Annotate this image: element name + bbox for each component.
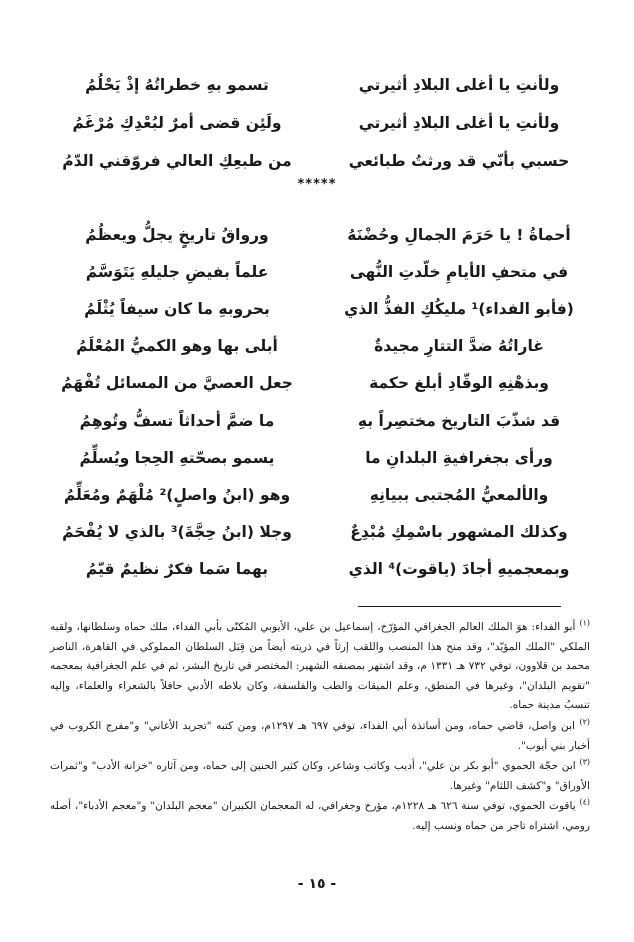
footnote-1 (50, 618, 590, 716)
footnote-4 (50, 797, 590, 836)
footnote-3 (50, 757, 590, 796)
verse-second-half: بحروبهِ ما كان سيفاً يُثْلَمُ (84, 299, 270, 318)
verse-first-half: وبذهْنِهِ الوقّادِ أبلغ حكمة (369, 374, 549, 393)
verse (40, 290, 600, 327)
verse-second-half: أبلى بها وهو الكميُّ المُعْلَمُ (76, 337, 278, 356)
verse-first-half: حسبي بأنّي قد ورثتُ طبائعي (348, 152, 570, 170)
verse (40, 514, 600, 551)
section-separator-stars: ***** (297, 177, 337, 192)
verse-second-half: ولَئِن قضى أمرٌ لبُعْدِكِ مُرْغَمُ (72, 114, 282, 132)
verse-first-half: وكذلك المشهور باسْمِكِ مُبْدِعٌ (350, 523, 568, 542)
verse-second-half: ما ضمَّ أحداثاً تسفُّ وتُوهِمُ (79, 411, 275, 430)
verse-second-half: وهو (ابنُ واصلٍ)² مُلْهَمٌ ومُعَلِّمُ (63, 485, 291, 504)
verse-second-half: من طبعِكِ العالي فروّقني الدّمُ (62, 152, 292, 170)
footnote-number: (٤) (579, 797, 590, 807)
verse (40, 551, 600, 588)
verse (40, 402, 600, 439)
poem-main-verses (40, 216, 600, 588)
verse-first-half: (فأبو الفداء)¹ مليكُكِ الفذُّ الذي (344, 299, 574, 318)
verse-second-half: جعل العصيَّ من المسائل تُفْهَمُ (61, 374, 293, 393)
verse-first-half: وبمعجميهِ أجادَ (ياقوت)⁴ الذي (348, 560, 570, 579)
verse-first-half: ولأنتِ يا أغلى البلادِ أثيرتي (358, 76, 560, 94)
footnote-text: ياقوت الحموي، توفي سنة ٦٢٦ هـ ١٢٢٨م، مؤرخ وجغرافي، له المعجمان الكبيران "معجم البلدان" و"معجم الأدباء"، أصله رومي، اشتراه تاجر من حماه ونسب إليه. (50, 800, 590, 832)
verse-second-half: يسمو بصحّتهِ الحِجا ويُسلِّمُ (79, 448, 275, 467)
footnote-number: (٣) (579, 757, 590, 767)
verse-first-half: ولأنتِ يا أغلى البلادِ أثيرتي (358, 114, 560, 132)
verse-first-half: في متحفِ الأيامِ خلّدتِ النُّهى (349, 262, 569, 281)
verse-first-half: والألمعيُّ المُجتبى ببيانِهِ (369, 485, 549, 504)
footnote-2 (50, 717, 590, 756)
verse (40, 328, 600, 365)
poem-opening-verses (40, 66, 600, 180)
verse-second-half: علماً بفيضِ جليلهِ يَتَوَسَّمُ (85, 262, 269, 281)
footnote-text: ابن حجّة الحموي "أبو بكر بن علي"، أديب وكاتب وشاعر، وكان كثير الحنين إلى حماه، ومن آثاره "خزانة الأدب" و"ثمرات الأوراق" و"كشف اللثام" وغيرها. (50, 760, 590, 792)
verse-first-half: قد شذّبَ التاريخ مختصِراً بهِ (357, 411, 561, 430)
verse (40, 104, 600, 142)
verse (40, 253, 600, 290)
verse (40, 439, 600, 476)
footnote-text: ابن واصل، قاضي حماه، ومن أساتذة أبي الفداء، توفي ٦٩٧ هـ ١٢٩٧م، ومن كتبه "تجريد الأغاني" و"مفرج الكروب في أخبار بني أيوب". (50, 719, 590, 752)
verse (40, 365, 600, 402)
verse-second-half: ورواقُ تاريخٍ يجلُّ ويعظُمُ (85, 225, 269, 244)
footnote-number: (٢) (579, 717, 590, 727)
verse-first-half: غاراتُهُ ضدَّ التتارِ مجيدةٌ (374, 337, 544, 356)
verse (40, 66, 600, 104)
verse-second-half: بهما سَما فكرٌ نظيمٌ قيّمُ (85, 560, 269, 579)
footnote-separator-line (358, 606, 561, 607)
footnotes (50, 618, 590, 838)
verse (40, 216, 600, 253)
verse-first-half: أحماةُ ! يا حَرَمَ الجمالِ وحُضْنَهُ (347, 225, 571, 244)
page-number: - ١٥ - (297, 876, 337, 892)
footnote-number: (١) (579, 618, 590, 628)
verse (40, 142, 600, 180)
footnote-text: أبو الفداء: هوَ الملك العالم الجغرافي المؤرّخ، إسماعيل بن علي، الأيوبي المُكنّى بأبي الفداء، ملك حماه وسلطانها، ولقبه الملكي "الملك المؤيّد"، وقد منح هذا المنصب واللقب إرثاً في ذريته أيضاً من قِبَل السلطان المملوكي في القاهرة، الناصر محمد بن قلاوون، توفي ٧٣٢ هـ ١٣٣١ م، وقد اشتهر بمصنفه الشهير: المختصر في تاريخ البشر، ثم في علم الجغرافية بمعجمه "تقويم البلدان"، وغيرها في المنطق، وعلم الميقات والطب والفلسفة، وكان بلاطه الأدبي حافلاً بالشعراء والعلماء، وإليه تنسبُ مدينة حماه. (50, 621, 590, 712)
verse-second-half: وجلا (ابنُ حِجَّةَ)³ بالذي لا يُفْحَمُ (62, 523, 292, 542)
verse-first-half: ورأى بجغرافيةِ البلدانِ ما (365, 448, 553, 467)
verse-second-half: تسمو بهِ خطراتُهُ إذْ يَحْلُمُ (85, 76, 269, 94)
verse (40, 476, 600, 513)
